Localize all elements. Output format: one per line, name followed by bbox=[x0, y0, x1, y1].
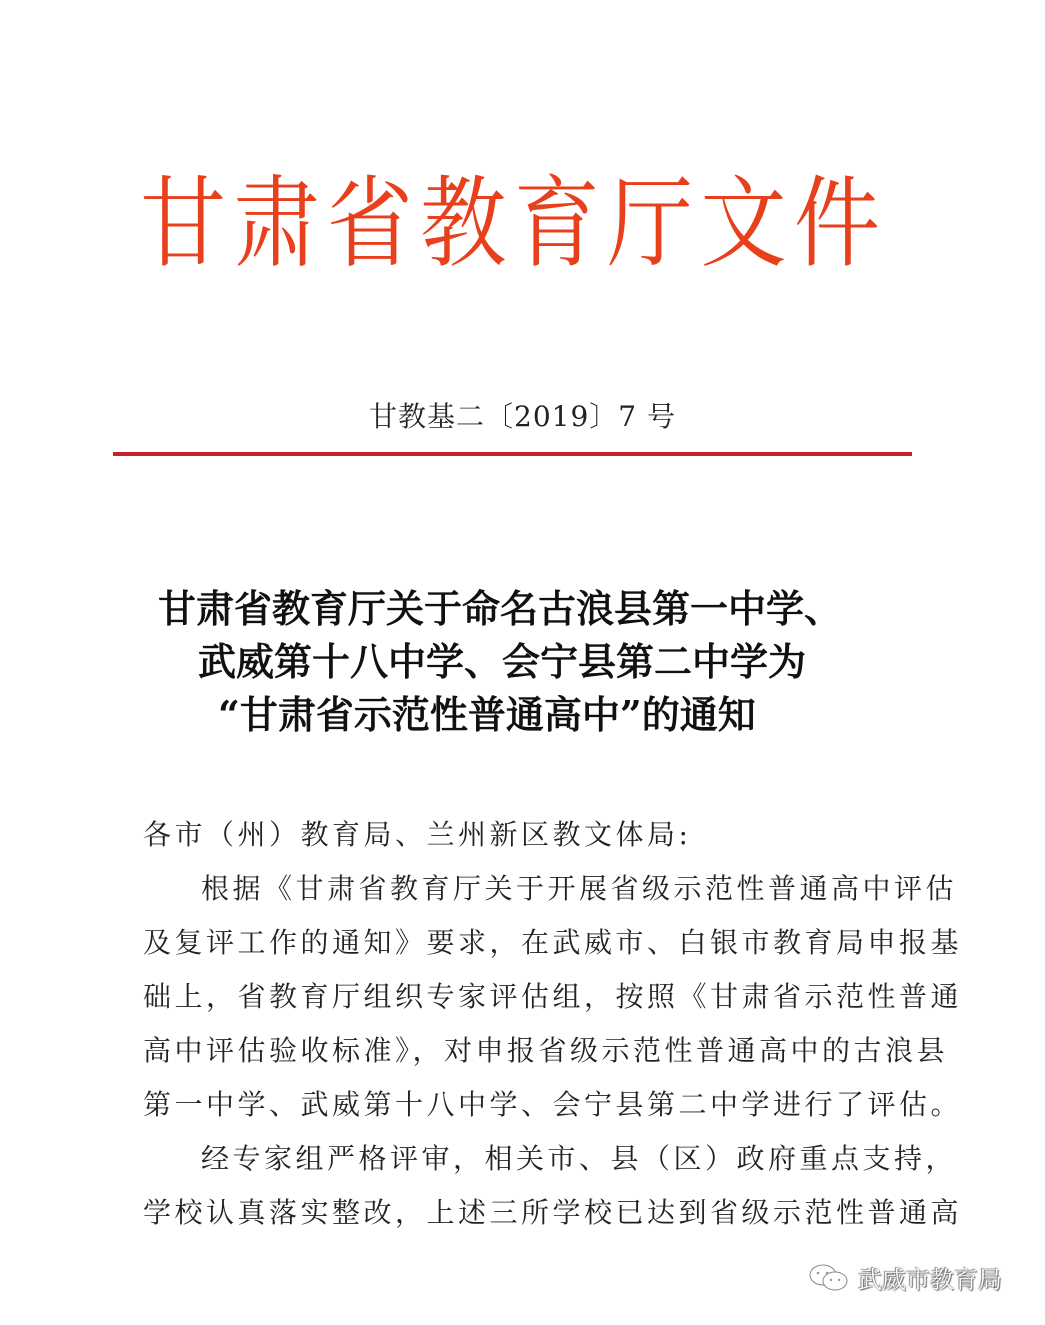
watermark bbox=[808, 1260, 1002, 1295]
notice-title-line: 武威第十八中学、会宁县第二中学为 bbox=[198, 639, 807, 684]
notice-title bbox=[140, 582, 900, 741]
notice-title-line: 甘肃省教育厅关于命名古浪县第一中学、 bbox=[158, 586, 843, 631]
body-line: 根据《甘肃省教育厅关于开展省级示范性普通高中评估 bbox=[201, 872, 958, 905]
header-char: 甘 bbox=[140, 166, 226, 282]
header-char: 教 bbox=[420, 166, 507, 282]
header-char: 省 bbox=[326, 166, 413, 282]
notice-body bbox=[143, 808, 963, 1240]
notice-title-line: “甘肃省示范性普通高中”的通知 bbox=[218, 692, 756, 737]
header-char: 件 bbox=[793, 166, 880, 282]
red-divider-line bbox=[113, 452, 912, 456]
body-line: 及复评工作的通知》要求，在武威市、白银市教育局申报基 bbox=[143, 926, 963, 959]
body-line: 高中评估验收标准》，对申报省级示范性普通高中的古浪县 bbox=[143, 1034, 949, 1067]
body-line: 学校认真落实整改，上述三所学校已达到省级示范性普通高 bbox=[143, 1196, 963, 1229]
document-header-title bbox=[140, 150, 880, 280]
watermark-label: 武威市教育局 bbox=[858, 1266, 1002, 1294]
body-line: 经专家组严格评审，相关市、县（区）政府重点支持， bbox=[201, 1142, 958, 1175]
header-char: 肃 bbox=[233, 166, 320, 282]
body-line: 第一中学、武威第十八中学、会宁县第二中学进行了评估。 bbox=[143, 1088, 963, 1121]
wechat-icon bbox=[808, 1262, 850, 1294]
document-number: 甘教基二〔2019〕7 号 bbox=[369, 400, 676, 433]
header-char: 厅 bbox=[607, 166, 694, 282]
header-char: 文 bbox=[700, 166, 787, 282]
header-char: 育 bbox=[513, 166, 600, 282]
body-line: 础上，省教育厅组织专家评估组，按照《甘肃省示范性普通 bbox=[143, 980, 963, 1013]
salutation: 各市（州）教育局、兰州新区教文体局: bbox=[143, 818, 692, 851]
